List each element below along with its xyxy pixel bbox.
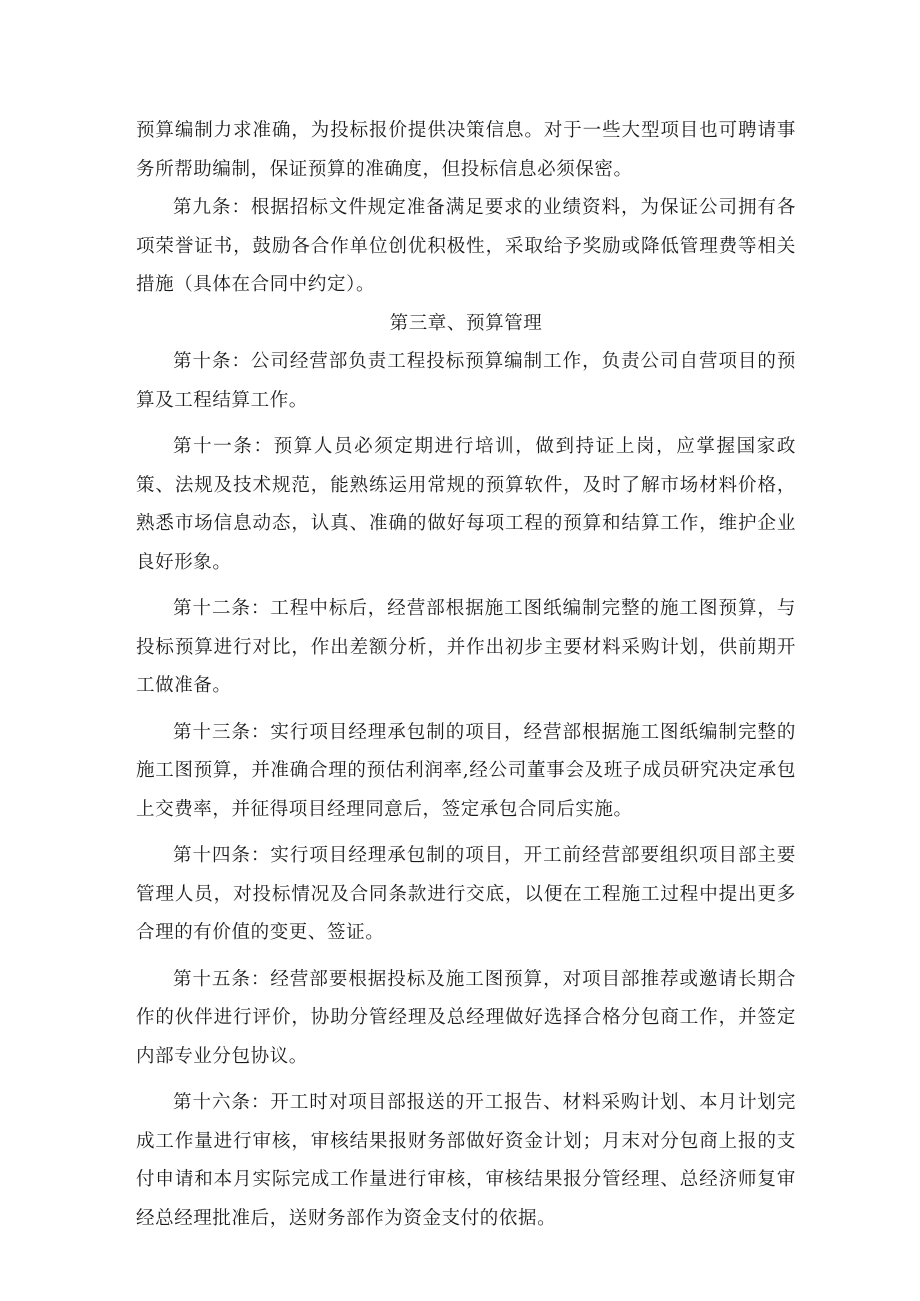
article-15: 第十五条：经营部要根据投标及施工图预算，对项目部推荐或邀请长期合作的伙伴进行评价，协助分管经理及总经理做好选择合格分包商工作，并签定内部专业分包协议。 xyxy=(136,968,796,1067)
chapter-title: 第三章、预算管理 xyxy=(389,312,543,334)
article-11: 第十一条：预算人员必须定期进行培训，做到持证上岗，应掌握国家政策、法规及技术规范，能熟练运用常规的预算软件，及时了解市场材料价格，熟悉市场信息动态，认真、准确的做好每项工程的预算和结算工作，维护企业良好形象。 xyxy=(136,436,796,573)
article-9: 第九条：根据招标文件规定准备满足要求的业绩资料，为保证公司拥有各项荣誉证书，鼓励各合作单位创优积极性，采取给予奖励或降低管理费等相关措施（具体在合同中约定）。 xyxy=(136,197,796,295)
paragraph-continuation: 预算编制力求准确，为投标报价提供决策信息。对于一些大型项目也可聘请事务所帮助编制，保证预算的准确度，但投标信息必须保密。 xyxy=(136,120,796,180)
article-10: 第十条：公司经营部负责工程投标预算编制工作，负责公司自营项目的预算及工程结算工作。 xyxy=(136,351,796,411)
document-body xyxy=(136,112,796,1238)
article-12: 第十二条：工程中标后，经营部根据施工图纸编制完整的施工图预算，与投标预算进行对比，作出差额分析，并作出初步主要材料采购计划，供前期开工做准备。 xyxy=(136,598,796,696)
article-14: 第十四条：实行项目经理承包制的项目，开工前经营部要组织项目部主要管理人员，对投标情况及合同条款进行交底，以便在工程施工过程中提出更多合理的有价值的变更、签证。 xyxy=(136,845,796,943)
article-16: 第十六条：开工时对项目部报送的开工报告、材料采购计划、本月计划完成工作量进行审核，审核结果报财务部做好资金计划；月末对分包商上报的支付申请和本月实际完成工作量进行审核，审核结果报分管经理、总经济师复审经总经理批准后，送财务部作为资金支付的依据。 xyxy=(136,1092,796,1229)
article-13: 第十三条：实行项目经理承包制的项目，经营部根据施工图纸编制完整的施工图预算，并准确合理的预估利润率,经公司董事会及班子成员研究决定承包上交费率，并征得项目经理同意后，签定承包合同后实施。 xyxy=(136,721,796,820)
